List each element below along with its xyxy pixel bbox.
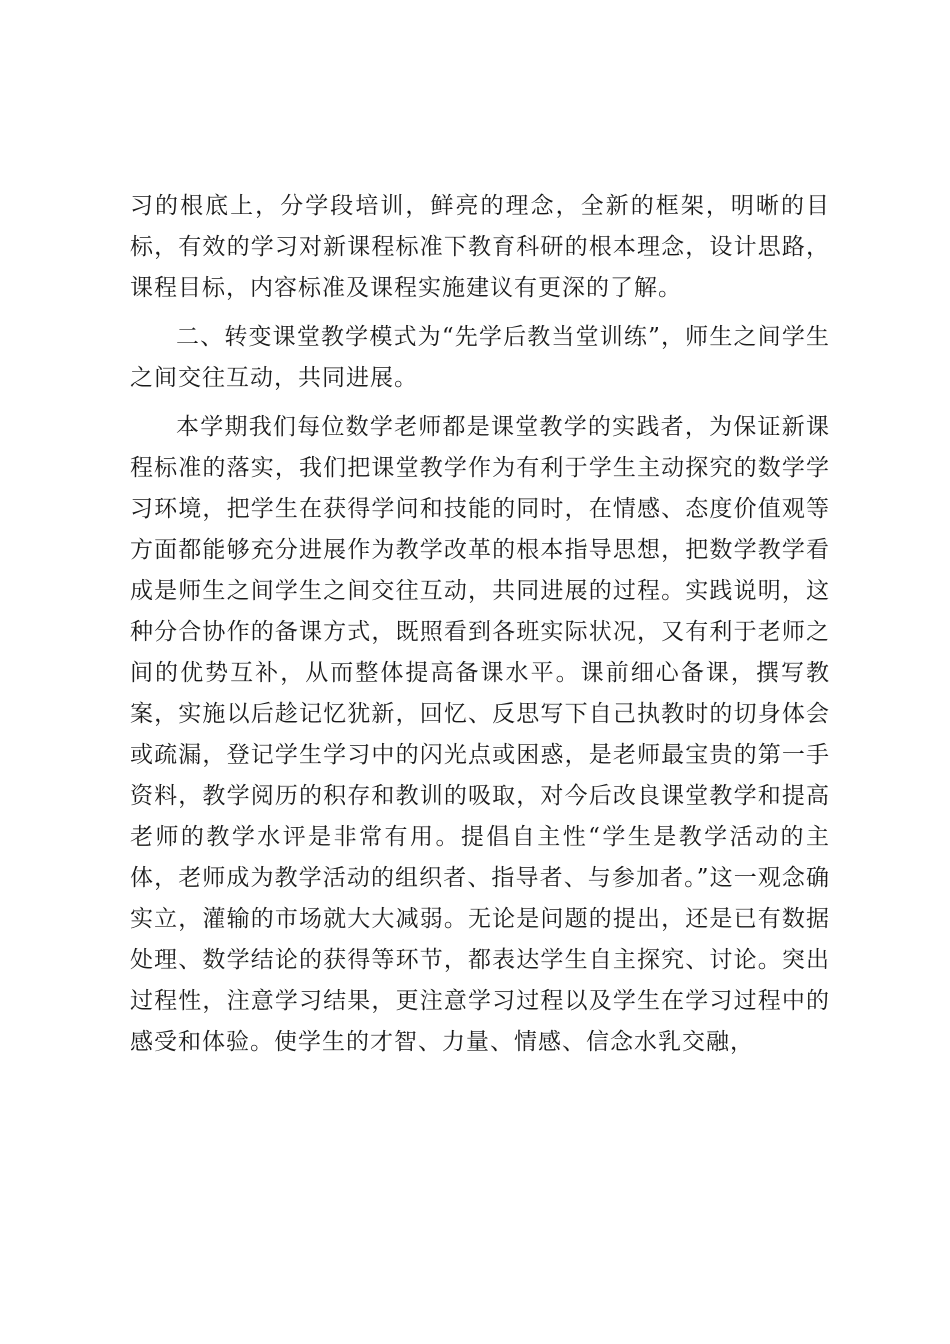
document-body	[130, 186, 830, 1071]
paragraph-1: 习的根底上，分学段培训，鲜亮的理念，全新的框架，明晰的目标，有效的学习对新课程标准下教育科研的根本理念，设计思路，课程目标，内容标准及课程实施建议有更深的了解。	[130, 193, 830, 301]
paragraph-2: 二、转变课堂教学模式为“先学后教当堂训练”，师生之间学生之间交往互动，共同进展。	[130, 324, 830, 391]
paragraph-3: 本学期我们每位数学老师都是课堂教学的实践者，为保证新课程标准的落实，我们把课堂教学作为有利于学生主动探究的数学学习环境，把学生在获得学问和技能的同时，在情感、态度价值观等方面都能够充分进展作为教学改革的根本指导思想，把数学教学看成是师生之间学生之间交往互动，共同进展的过程。实践说明，这种分合协作的备课方式，既照看到各班实际状况，又有利于老师之间的优势互补，从而整体提高备课水平。课前细心备课，撰写教案，实施以后趁记忆犹新，回忆、反思写下自己执教时的切身体会或疏漏，登记学生学习中的闪光点或困惑，是老师最宝贵的第一手资料，教学阅历的积存和教训的吸取，对今后改良课堂教学和提高老师的教学水评是非常有用。提倡自主性“学生是教学活动的主体，老师成为教学活动的组织者、指导者、与参加者。”这一观念确实立，灌输的市场就大大减弱。无论是问题的提出，还是已有数据处理、数学结论的获得等环节，都表达学生自主探究、讨论。突出过程性，注意学习结果，更注意学习过程以及学生在学习过程中的感受和体验。使学生的才智、力量、情感、信念水乳交融，	[130, 414, 830, 1055]
